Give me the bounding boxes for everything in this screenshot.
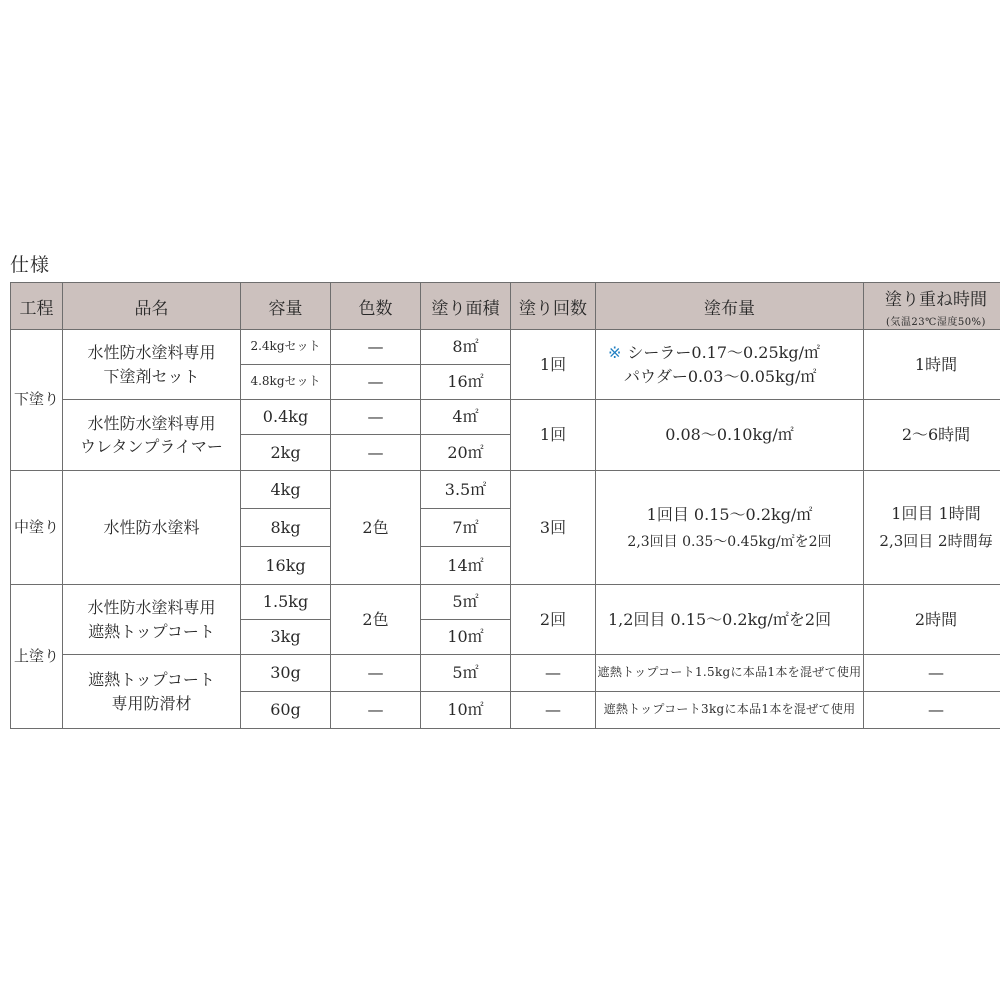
area-cell: 7㎡ xyxy=(421,509,511,547)
area-cell: 5㎡ xyxy=(421,585,511,620)
coverage-cell xyxy=(596,471,864,585)
colors-cell: — xyxy=(331,655,421,692)
table-row xyxy=(11,330,1000,365)
header-capacity: 容量 xyxy=(241,283,331,330)
recoat-cell xyxy=(864,471,1000,585)
area-cell: 14㎡ xyxy=(421,547,511,585)
capacity-cell: 0.4kg xyxy=(241,400,331,435)
capacity-cell: 2.4kgセット xyxy=(241,330,331,365)
colors-cell: — xyxy=(331,400,421,435)
coverage-cell: 0.08～0.10kg/㎡ xyxy=(596,400,864,471)
recoat-cell: 2時間 xyxy=(864,585,1000,655)
coats-cell: — xyxy=(511,692,596,729)
table-row xyxy=(11,471,1000,509)
header-area: 塗り面積 xyxy=(421,283,511,330)
coverage-line1 xyxy=(608,341,863,364)
product-name-line2: 遮熱トップコート xyxy=(88,621,215,641)
recoat-cell: 1時間 xyxy=(864,330,1000,400)
area-cell: 10㎡ xyxy=(421,620,511,655)
table-row xyxy=(11,655,1000,692)
colors-cell: — xyxy=(331,365,421,400)
header-colors: 色数 xyxy=(331,283,421,330)
process-ue: 上塗り xyxy=(11,585,63,729)
area-cell: 8㎡ xyxy=(421,330,511,365)
capacity-cell: 4.8kgセット xyxy=(241,365,331,400)
colors-cell: 2色 xyxy=(331,471,421,585)
recoat-cell: — xyxy=(864,692,1000,729)
recoat-cell: 2～6時間 xyxy=(864,400,1000,471)
recoat-line2: 2,3回目 2時間毎 xyxy=(879,532,993,551)
colors-cell: — xyxy=(331,692,421,729)
product-name xyxy=(63,655,241,729)
capacity-cell: 3kg xyxy=(241,620,331,655)
product-name: 水性防水塗料 xyxy=(63,471,241,585)
header-process: 工程 xyxy=(11,283,63,330)
coverage-cell: 1,2回目 0.15～0.2kg/㎡を2回 xyxy=(596,585,864,655)
capacity-cell: 2kg xyxy=(241,435,331,471)
header-recoat-note: (気温23℃湿度50%) xyxy=(886,316,986,328)
table-row xyxy=(11,400,1000,435)
product-name xyxy=(63,330,241,400)
process-shita: 下塗り xyxy=(11,330,63,471)
product-name xyxy=(63,585,241,655)
coats-cell: — xyxy=(511,655,596,692)
area-cell: 16㎡ xyxy=(421,365,511,400)
coats-cell: 3回 xyxy=(511,471,596,585)
area-cell: 4㎡ xyxy=(421,400,511,435)
product-name-line2: 専用防滑材 xyxy=(111,693,192,713)
coats-cell: 1回 xyxy=(511,400,596,471)
spec-table-container xyxy=(10,282,993,744)
area-cell: 20㎡ xyxy=(421,435,511,471)
coverage-powder: パウダー0.03～0.05kg/㎡ xyxy=(624,366,817,386)
capacity-cell: 30g xyxy=(241,655,331,692)
header-product: 品名 xyxy=(63,283,241,330)
colors-cell: — xyxy=(331,330,421,365)
recoat-cell: — xyxy=(864,655,1000,692)
product-name-line1: 水性防水塗料専用 xyxy=(87,343,216,363)
page-title: 仕様 xyxy=(10,254,51,276)
capacity-cell: 16kg xyxy=(241,547,331,585)
product-name-line1: 水性防水塗料専用 xyxy=(87,413,216,433)
coverage-cell: 遮熱トップコート3kgに本品1本を混ぜて使用 xyxy=(596,692,864,729)
coverage-line1: 1回目 0.15～0.2kg/㎡ xyxy=(646,504,813,524)
coverage-sealer: シーラー0.17～0.25kg/㎡ xyxy=(627,343,820,363)
area-cell: 5㎡ xyxy=(421,655,511,692)
product-name-line1: 水性防水塗料専用 xyxy=(87,598,216,618)
colors-cell: — xyxy=(331,435,421,471)
capacity-cell: 60g xyxy=(241,692,331,729)
spec-table xyxy=(10,282,1000,729)
product-name-line1: 遮熱トップコート xyxy=(88,670,215,690)
note-mark: ※ xyxy=(608,343,622,363)
coverage-line2: 2,3回目 0.35～0.45kg/㎡を2回 xyxy=(627,533,832,550)
coverage-cell xyxy=(596,330,864,400)
header-coverage: 塗布量 xyxy=(596,283,864,330)
coats-cell: 2回 xyxy=(511,585,596,655)
capacity-cell: 8kg xyxy=(241,509,331,547)
capacity-cell: 4kg xyxy=(241,471,331,509)
coverage-cell: 遮熱トップコート1.5kgに本品1本を混ぜて使用 xyxy=(596,655,864,692)
coats-cell: 1回 xyxy=(511,330,596,400)
product-name xyxy=(63,400,241,471)
table-row xyxy=(11,585,1000,620)
process-naka: 中塗り xyxy=(11,471,63,585)
colors-cell: 2色 xyxy=(331,585,421,655)
product-name-line2: ウレタンプライマー xyxy=(80,437,223,456)
product-name-line2: 下塗剤セット xyxy=(103,366,200,386)
recoat-line1: 1回目 1時間 xyxy=(891,504,981,524)
capacity-cell: 1.5kg xyxy=(241,585,331,620)
header-recoat-label: 塗り重ね時間 xyxy=(885,289,987,310)
header-row xyxy=(11,283,1000,330)
area-cell: 3.5㎡ xyxy=(421,471,511,509)
header-coats: 塗り回数 xyxy=(511,283,596,330)
area-cell: 10㎡ xyxy=(421,692,511,729)
header-recoat xyxy=(864,283,1000,330)
